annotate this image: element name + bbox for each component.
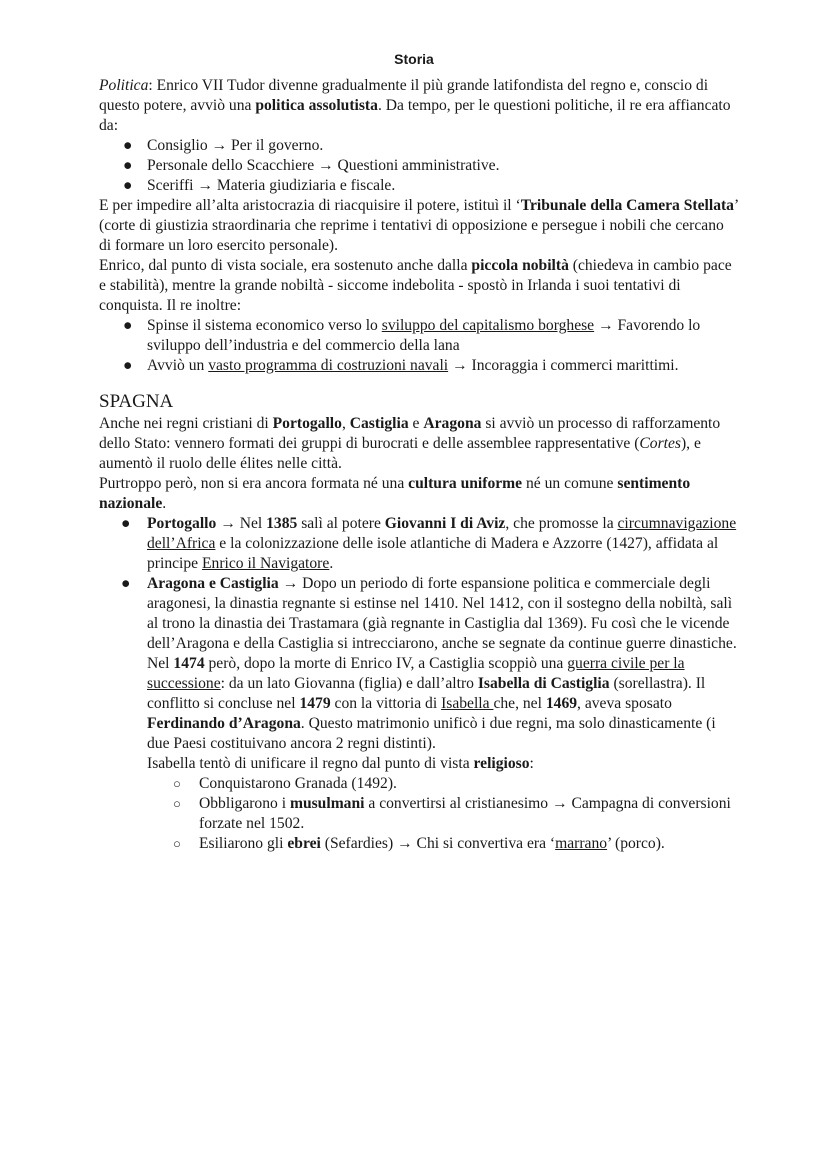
bullet-circle-icon: ○	[173, 836, 181, 851]
bullet-circle-icon: ○	[173, 776, 181, 791]
list-item: ○ Esiliarono gli ebrei (Sefardies) → Chi si convertiva era ‘marrano’ (porco).	[173, 835, 665, 852]
religion-list	[99, 774, 739, 854]
list-item: ○ Obbligarono i musulmani a convertirsi al cristianesimo → Campagna di conversioni forzate nel 1502.	[173, 795, 731, 832]
list-item: ● Consiglio → Per il governo.	[123, 137, 324, 154]
politica-paragraph: Politica: Enrico VII Tudor divenne gradualmente il più grande latifondista del regno e, conscio di questo potere, avviò una politica assolutista. Da tempo, per le questioni politiche, il re era affiancato da:	[99, 77, 731, 134]
list-item-aragona-castiglia: ● Aragona e Castiglia → Dopo un periodo di forte espansione politica e commerciale degli aragonesi, la dinastia regnante si estinse nel 1410. Nel 1412, con il sostegno della nobiltà, salì al trono la dinastia dei Trastamara (già regnante in Castiglia dal 1369). Fu così che le vicende dell’Aragona e della Castiglia si intrecciarono, anche se segnate da continue guerre dinastiche.	[121, 575, 737, 652]
list-item: ● Personale dello Scacchiere → Questioni amministrative.	[123, 157, 500, 174]
list-item: ○ Conquistarono Granada (1492).	[173, 775, 397, 792]
bullet-disc-icon: ●	[123, 157, 133, 174]
section-heading-spagna: SPAGNA	[99, 391, 174, 412]
kingdoms-list	[99, 514, 739, 654]
bullet-disc-icon: ●	[121, 575, 131, 592]
bullet-disc-icon: ●	[123, 177, 133, 194]
successione-paragraph: Nel 1474 però, dopo la morte di Enrico IV, a Castiglia scoppiò una guerra civile per la successione: da un lato Giovanna (figlia) e dall’altro Isabella di Castiglia (sorellastra). Il conflitto si concluse nel 1479 con la vittoria di Isabella che, nel 1469, aveva sposato Ferdinando d’Aragona. Questo matrimonio unificò i due regni, ma solo dinasticamente (i due Paesi costituivano ancora 2 regni distinti).	[147, 655, 716, 752]
list-item: ● Spinse il sistema economico verso lo sviluppo del capitalismo borghese → Favorendo lo sviluppo dell’industria e del commercio della lana	[123, 317, 701, 354]
page-header-title: Storia	[394, 51, 434, 67]
policies-list	[99, 316, 739, 376]
list-item: ● Avviò un vasto programma di costruzioni navali → Incoraggia i commerci marittimi.	[123, 357, 679, 374]
bullet-disc-icon: ●	[123, 317, 133, 334]
politica-label: Politica	[99, 77, 149, 94]
tribunale-paragraph: E per impedire all’alta aristocrazia di riacquisire il potere, istituì il ‘Tribunale della Camera Stellata’ (corte di giustizia straordinaria che reprime i tentativi di opposizione e persegue i nobili che cercano di formare un loro esercito personale).	[99, 197, 739, 254]
spagna-culture-paragraph: Purtroppo però, non si era ancora formata né una cultura uniforme né un comune sentimento nazionale.	[99, 475, 691, 512]
bullet-disc-icon: ●	[123, 357, 133, 374]
advisors-list	[99, 136, 739, 196]
bullet-circle-icon: ○	[173, 796, 181, 811]
nobilta-paragraph: Enrico, dal punto di vista sociale, era sostenuto anche dalla piccola nobiltà (chiedeva in cambio pace e stabilità), mentre la grande nobiltà - siccome indebolita - spostò in Irlanda i suoi tentativi di conquista. Il re inoltre:	[99, 257, 732, 314]
list-item: ● Sceriffi → Materia giudiziaria e fiscale.	[123, 177, 396, 194]
bullet-disc-icon: ●	[121, 515, 131, 532]
bullet-disc-icon: ●	[123, 137, 133, 154]
list-item-portogallo: ● Portogallo → Nel 1385 salì al potere Giovanni I di Aviz, che promosse la circumnavigazione dell’Africa e la colonizzazione delle isole atlantiche di Madera e Azzorre (1427), affidata al principe Enrico il Navigatore.	[121, 515, 737, 572]
religioso-paragraph: Isabella tentò di unificare il regno dal punto di vista religioso:	[147, 755, 534, 772]
spagna-intro-paragraph: Anche nei regni cristiani di Portogallo, Castiglia e Aragona si avviò un processo di rafforzamento dello Stato: vennero formati dei gruppi di burocrati e delle assemblee rappresentative (Cortes), e aumentò il ruolo delle élites nelle città.	[99, 415, 721, 472]
document-body	[99, 76, 739, 854]
